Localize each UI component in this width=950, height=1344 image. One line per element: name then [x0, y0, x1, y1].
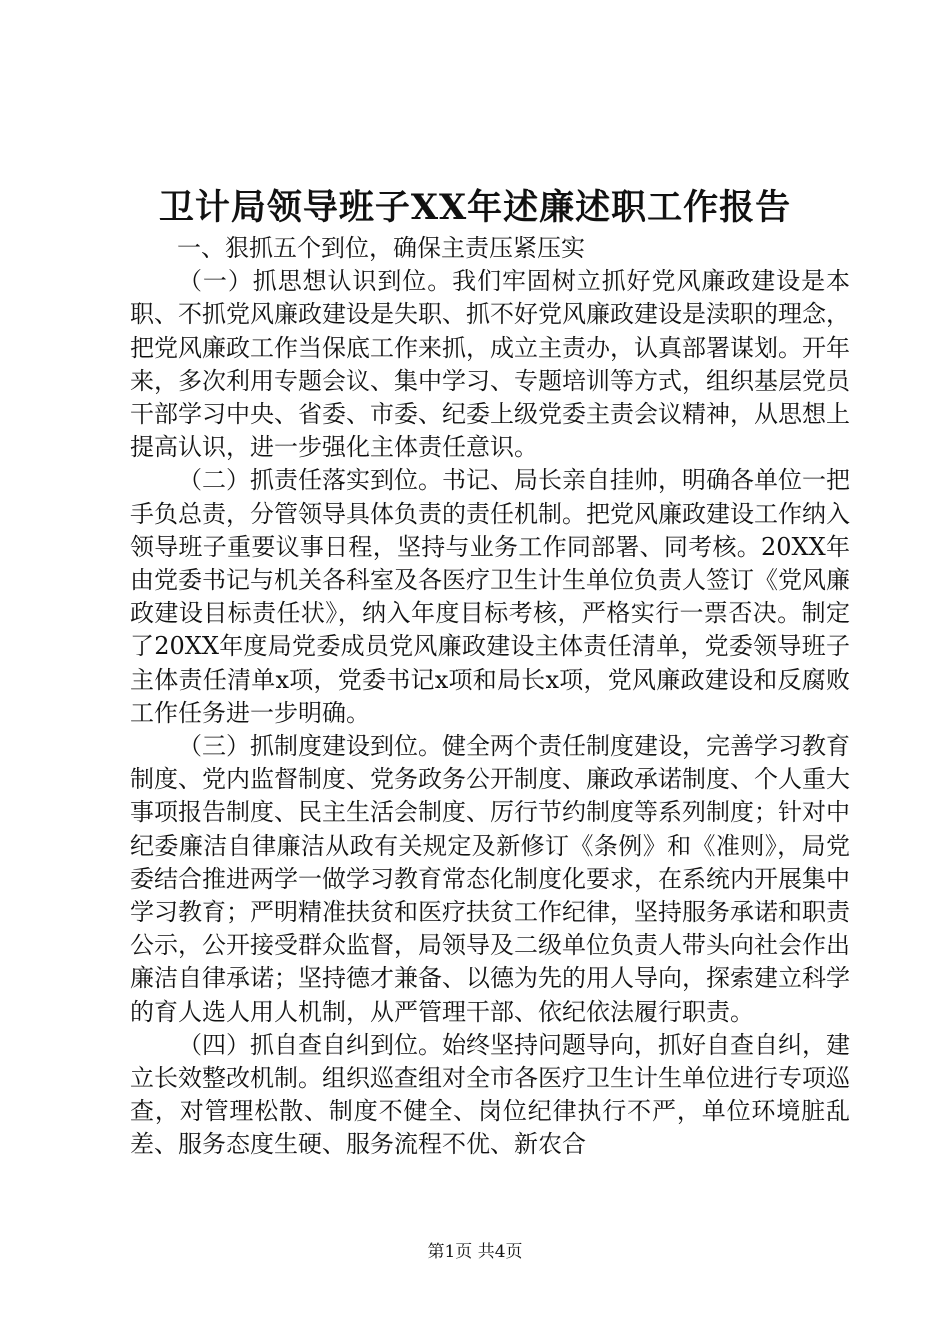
section-heading: 一、狠抓五个到位，确保主责压紧压实	[177, 234, 585, 262]
paragraph: （四）抓自查自纠到位。始终坚持问题导向，抓好自查自纠，建立长效整改机制。组织巡查组对全市各医疗卫生计生单位进行专项巡查，对管理松散、制度不健全、岗位纪律执行不严，单位环境脏乱差、服务态度生硬、服务流程不优、新农合	[130, 1030, 850, 1159]
paragraph: （二）抓责任落实到位。书记、局长亲自挂帅，明确各单位一把手负总责，分管领导具体负责的责任机制。把党风廉政建设工作纳入领导班子重要议事日程，坚持与业务工作同部署、同考核。20XX年由党委书记与机关各科室及各医疗卫生计生单位负责人签订《党风廉政建设目标责任状》，纳入年度目标考核，严格实行一票否决。制定了20XX年度局党委成员党风廉政建设主体责任清单，党委领导班子主体责任清单x项，党委书记x项和局长x项，党风廉政建设和反腐败工作任务进一步明确。	[130, 466, 850, 727]
paragraph: （三）抓制度建设到位。健全两个责任制度建设，完善学习教育制度、党内监督制度、党务政务公开制度、廉政承诺制度、个人重大事项报告制度、民主生活会制度、厉行节约制度等系列制度；针对中纪委廉洁自律廉洁从政有关规定及新修订《条例》和《准则》，局党委结合推进两学一做学习教育常态化制度化要求，在系统内开展集中学习教育；严明精准扶贫和医疗扶贫工作纪律，坚持服务承诺和职责公示，公开接受群众监督，局领导及二级单位负责人带头向社会作出廉洁自律承诺；坚持德才兼备、以德为先的用人导向，探索建立科学的育人选人用人机制，从严管理干部、依纪依法履行职责。	[130, 732, 850, 1026]
paragraph: （一）抓思想认识到位。我们牢固树立抓好党风廉政建设是本职、不抓党风廉政建设是失职、抓不好党风廉政建设是渎职的理念，把党风廉政工作当保底工作来抓，成立主责办，认真部署谋划。开年来，多次利用专题会议、集中学习、专题培训等方式，组织基层党员干部学习中央、省委、市委、纪委上级党委主责会议精神，从思想上提高认识，进一步强化主体责任意识。	[130, 267, 850, 462]
document-body	[130, 232, 850, 1162]
document-title: 卫计局领导班子XX年述廉述职工作报告	[158, 187, 792, 228]
page-number-footer: 第1页 共4页	[427, 1242, 523, 1262]
